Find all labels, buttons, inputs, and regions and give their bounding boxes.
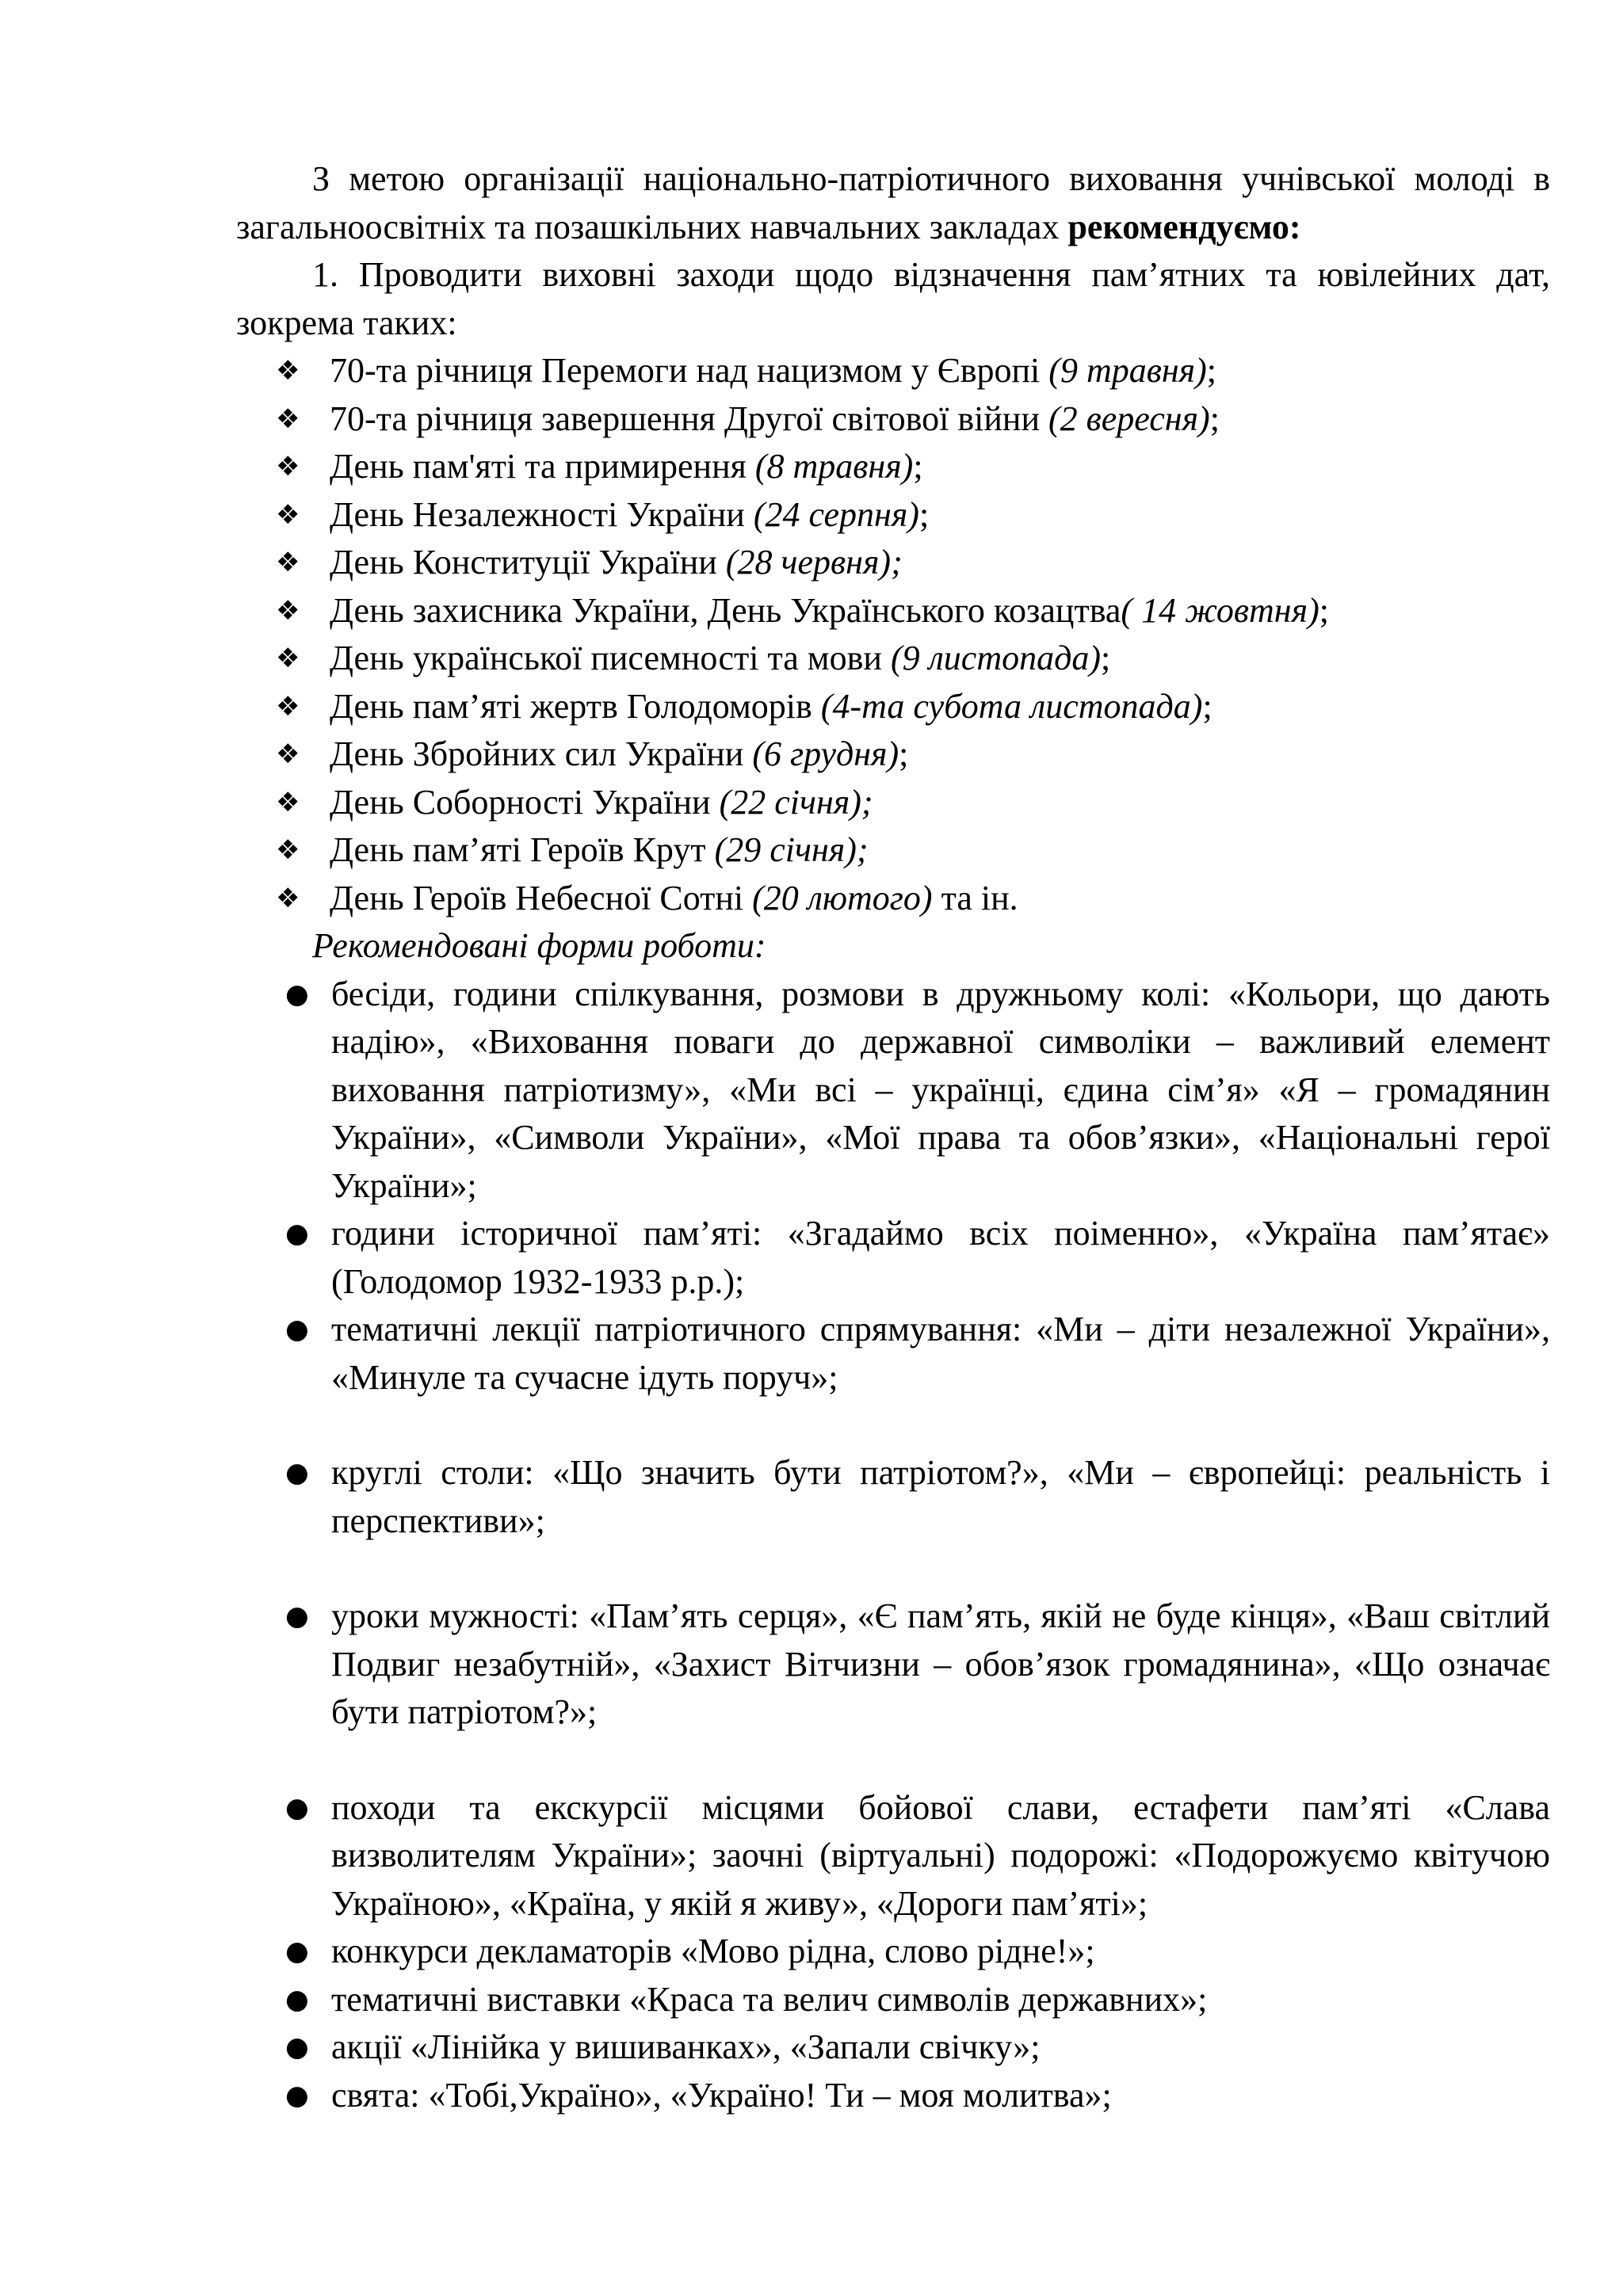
date-item: [236, 683, 1550, 731]
diamond-bullet-icon: ❖: [276, 643, 300, 674]
date-item-name: 70-та річниця Перемоги над нацизмом у Європі: [330, 351, 1049, 390]
date-item-date: (24 серпня): [753, 494, 919, 534]
date-item-date: (8 травня): [754, 447, 914, 486]
form-item: [236, 1592, 1550, 1737]
forms-list: [236, 971, 1550, 2120]
form-item: [236, 1306, 1550, 1402]
round-bullet-icon: ●: [285, 1791, 309, 1824]
round-bullet-icon: ●: [285, 1457, 309, 1489]
date-item: [236, 826, 1550, 875]
round-bullet-icon: ●: [285, 978, 309, 1010]
diamond-bullet-icon: ❖: [276, 355, 300, 387]
item-1-paragraph: 1. Проводити виховні заходи щодо відзначення пам’ятних та ювілейних дат, зокрема таких:: [236, 255, 1550, 342]
date-item-end: ;: [1319, 590, 1329, 630]
document-page: [236, 155, 1550, 2119]
form-item: [236, 1928, 1550, 1976]
date-item: [236, 539, 1550, 587]
round-bullet-icon: ●: [285, 2079, 309, 2111]
form-item-text: тематичні виставки «Краса та велич символів державних»;: [331, 1979, 1208, 2019]
date-item-end: та ін.: [932, 878, 1018, 917]
intro-emphasis: рекомендуємо:: [1067, 207, 1301, 246]
diamond-bullet-icon: ❖: [276, 451, 300, 482]
date-item-end: ;: [918, 494, 930, 534]
date-item: [236, 730, 1550, 779]
date-item-name: День Соборності України: [330, 782, 720, 822]
form-item: [236, 1784, 1550, 1928]
round-bullet-icon: ●: [285, 1218, 309, 1249]
date-item: [236, 587, 1550, 635]
diamond-bullet-icon: ❖: [276, 594, 300, 627]
diamond-bullet-icon: ❖: [276, 834, 300, 866]
diamond-bullet-icon: ❖: [276, 738, 300, 770]
date-item: [236, 395, 1550, 444]
date-item: [236, 491, 1550, 540]
dates-list: [236, 347, 1550, 922]
round-bullet-icon: ●: [285, 2031, 309, 2063]
round-bullet-icon: ●: [285, 1600, 309, 1632]
form-item-text: бесіди, години спілкування, розмови в дружньому колі: «Кольори, що дають надію», «Виховання поваги до державної символіки – важливий елемент виховання патріотизму», «Ми всі – українці, єдина сім’я» «Я – громадянин України», «Символи України», «Мої права та обов’язки», «Національні герої України»;: [331, 974, 1550, 1205]
intro-paragraph: [236, 155, 1550, 251]
date-item-name: День Незалежності України: [330, 494, 754, 534]
date-item: [236, 635, 1550, 683]
date-item-name: День Героїв Небесної Сотні: [330, 878, 753, 917]
diamond-bullet-icon: ❖: [276, 402, 300, 435]
date-item-name: День пам’яті Героїв Крут: [330, 830, 715, 869]
date-item-date: (20 лютого): [752, 878, 933, 917]
date-item-end: ;: [1202, 686, 1212, 726]
form-item-text: тематичні лекції патріотичного спрямування: «Ми – діти незалежної України», «Минуле та сучасне ідуть поруч»;: [331, 1310, 1550, 1397]
form-item: [236, 1976, 1550, 2024]
form-item-text: години історичної пам’яті: «Згадаймо всіх поіменно», «Україна пам’ятає» (Голодомор 1932-1933 р.р.);: [331, 1214, 1550, 1301]
date-item: [236, 779, 1550, 827]
date-item: [236, 347, 1550, 395]
form-item-text: круглі столи: «Що значить бути патріотом?», «Ми – європейці: реальність і перспективи»;: [331, 1453, 1550, 1540]
date-item-date: ( 14 жовтня): [1121, 590, 1319, 630]
form-item-text: конкурси декламаторів «Мово рідна, слово рідне!»;: [331, 1932, 1095, 1970]
form-item: [236, 2072, 1550, 2120]
date-item-name: День пам’яті жертв Голодоморів: [330, 686, 821, 726]
form-item: [236, 1449, 1550, 1545]
form-item: [236, 1210, 1550, 1306]
forms-heading: Рекомендовані форми роботи:: [312, 926, 766, 965]
date-item-date: (4-та субота листопада): [820, 686, 1203, 726]
form-item-text: уроки мужності: «Пам’ять серця», «Є пам’ять, якій не буде кінця», «Ваш світлий Подвиг незабутній», «Захист Вітчизни – обов’язок громадянина», «Що означає бути патріотом?»;: [331, 1596, 1550, 1731]
date-item-date: (22 січня);: [719, 782, 873, 822]
date-item-end: ;: [1101, 639, 1111, 677]
diamond-bullet-icon: ❖: [276, 882, 300, 914]
round-bullet-icon: ●: [285, 1314, 309, 1345]
date-item-name: День пам'яті та примирення: [330, 447, 755, 486]
diamond-bullet-icon: ❖: [276, 547, 300, 578]
form-item: [236, 971, 1550, 1211]
date-item-name: День захисника України, День Українського козацтва: [330, 590, 1121, 630]
diamond-bullet-icon: ❖: [276, 690, 300, 723]
date-item-name: День української писемності та мови: [330, 639, 891, 677]
form-item: [236, 2023, 1550, 2072]
date-item-date: (29 січня);: [714, 830, 869, 869]
date-item-name: 70-та річниця завершення Другої світової війни: [330, 399, 1049, 438]
date-item-name: День Конституції України: [330, 543, 726, 582]
form-item-text: походи та екскурсії місцями бойової слави, естафети пам’яті «Слава визволителям України»; заочні (віртуальні) подорожі: «Подорожуємо квітучою Україною», «Країна, у якій я живу», «Дороги пам’яті»;: [331, 1787, 1550, 1923]
date-item-date: (9 травня): [1048, 351, 1207, 390]
date-item-end: ;: [899, 734, 909, 773]
date-item-date: (28 червня);: [725, 543, 903, 582]
date-item-end: ;: [1206, 351, 1216, 390]
form-item-text: акції «Лінійка у вишиванках», «Запали свічку»;: [331, 2027, 1041, 2066]
date-item-end: ;: [913, 447, 923, 486]
date-item-name: День Збройних сил України: [330, 734, 753, 773]
date-item-date: (9 листопада): [890, 639, 1102, 677]
round-bullet-icon: ●: [285, 1936, 309, 1967]
date-item: [236, 443, 1550, 491]
diamond-bullet-icon: ❖: [276, 786, 300, 818]
diamond-bullet-icon: ❖: [276, 498, 300, 531]
form-item-text: свята: «Тобі,Україно», «Україно! Ти – моя молитва»;: [331, 2075, 1112, 2115]
round-bullet-icon: ●: [285, 1983, 309, 2016]
date-item-date: (6 грудня): [752, 734, 899, 773]
date-item: [236, 875, 1550, 923]
date-item-end: ;: [1209, 399, 1220, 438]
date-item-date: (2 вересня): [1048, 399, 1210, 438]
intro-text: З метою організації національно-патріотичного виховання учнівської молоді в загальноосвітніх та позашкільних навчальних закладах: [236, 159, 1550, 246]
